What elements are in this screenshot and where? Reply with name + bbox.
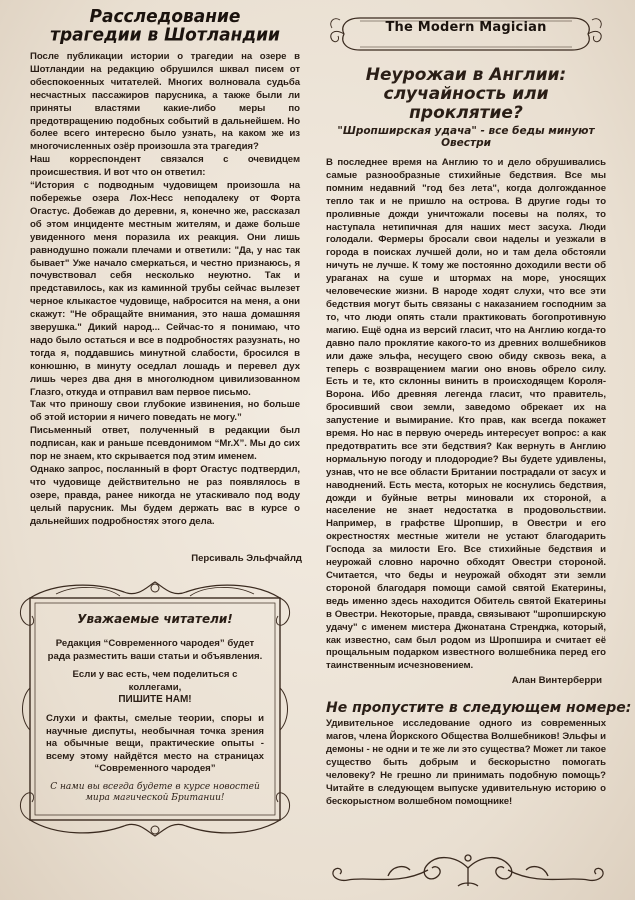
headline-line1: Неурожаи в Англии: bbox=[365, 65, 567, 85]
left-paragraph: Так что приношу свои глубокие извинения, но больше об этой истории я ничего поведать не могу.” bbox=[30, 399, 300, 424]
readers-notice-box bbox=[16, 578, 294, 840]
right-article-subhead: "Шропширская удача" - все беды минуют Овестри bbox=[337, 125, 595, 149]
left-paragraph: “История с подводным чудовищем произошла на побережье озера Лох-Несс неподалеку от Форта Огастус. Добежав до деревни, я, конечно же, рассказал об этом инциденте местным жителям, и даже больше увиденного меня поразила их реакция. Они лишь равнодушно пожали плечами и ответили: "Да, у нас так бывает" Уже начало смеркаться, и честно признаюсь, я почувствовал себя несколько неуютно. Так и представилось, как из каминной трубы сейчас вылезет черное клыкастое чудовище, набросится на меня, а они скажут: "Не обращайте внимания, это наша домашняя зверушка." Дикий народ... Сейчас-то я понимаю, что надо было остаться и все в подробностях разузнать, но тогда я, поддавшись минутной слабости, бросился в конюшню, в минуту оседлал лошадь и перевел дух лишь через два дня в многолюдном цивилизованном Глазго, откуда и отправил вам первое письмо. bbox=[30, 180, 300, 398]
right-article-body bbox=[326, 157, 606, 673]
right-article-author: Алан Винтерберри bbox=[511, 675, 602, 687]
right-article-headline bbox=[326, 66, 606, 123]
next-issue-text: Удивительное исследование одного из современных магов, члена Йоркского Общества Волшебников! Эльфы и демоны - не одни и те же ли это существа? Может ли такое существо быть добрым и бескорыстно помогать человеку? Не грешно ли принимать подобную помощь? Читайте в следующем выпуске удивительную историю о бескорыстном волшебном помощнике! bbox=[326, 718, 606, 807]
masthead bbox=[326, 8, 606, 60]
left-paragraph: После публикации истории о трагедии на озере в Шотландии на редакцию обрушился шквал писем от обеспокоенных читателей. Многих волновала судьба несчастных пассажиров парусника, а также были ли приняты властями какие-либо меры по предотвращению подобных событий в дальнейшем. Но более всего интересно было узнать, на каком же из многочисленных озёр произошла эта трагедия? bbox=[30, 51, 300, 153]
left-article-body bbox=[30, 51, 300, 529]
left-paragraph: Однако запрос, посланный в форт Огастус подтвердил, что чудовище действительно не раз появлялось в озере, правда, ранее никогда не утаскивало под воду целый парусник. Мы будем держать вас в курсе о дальнейших подробностях этого дела. bbox=[30, 464, 300, 527]
readers-para-1: Редакция “Современного чародея” будет рада разместить ваши статьи и объявления. bbox=[47, 638, 263, 662]
decorative-flourish bbox=[318, 846, 618, 896]
left-article-title bbox=[30, 7, 300, 45]
left-title-line2: трагедии в Шотландии bbox=[50, 24, 280, 46]
left-paragraph: Наш корреспондент связался с очевидцем происшествия. И вот что он ответил: bbox=[30, 154, 300, 179]
readers-footer: С нами вы всегда будете в курсе новостей мира магической Британии! bbox=[50, 781, 260, 803]
next-issue-title: Не пропустите в следующем номере: bbox=[326, 700, 632, 717]
readers-para-2: Если у вас есть, чем поделиться с коллегами, bbox=[72, 669, 238, 693]
right-article-paragraph: В последнее время на Англию то и дело обрушивались самые разнообразные стихийные бедствия. Все мы помним недавний "год без лета", когда долгожданное тепло так и не пришло на острова. В другие годы то проливные дожди уничтожали посевы на полях, то наступала нетипичная для наших мест засуха. Люди голодали. Фермеры бросали свои наделы и уезжали в города в поисках лучшей доли, но и там дела обстояли ничуть не лучше. К тому же постоянно доходили вести об ураганах на суше и штормах на море, уносящих человеческие жизни. В народе ходят слухи, что все эти бедствия могут быть связаны с наказанием господним за то, что люди опять стали практиковать богопротивную магию. Ещё одна из версий гласит, что на Англию когда-то давно пало проклятие какого-то из древних волшебников или даже эльфа, несущего свою обиду сквозь века, а теперь с возвращением магии оно вновь обрело силу. Есть и те, кто склонны винить в происходящем Короля-Ворона. Ибо древняя легенда гласит, что правитель, бросивший свои земли, заведомо обрекает их на запустение и вымирание. Кто прав, как всегда покажет время. Но нас в первую очередь интересует вопрос: а как предотвратить все эти бедствия? Как вернуть в Англию нормальную погоду и плодородие? Вы будете удивлены, узнав, что не все области Британии пострадали от засух и наводнений. Есть места, которых не коснулись бедствия, дожди и буйные ветры миновали их стороной, а население не знает недостатка в продовольствии. Например, в графстве Шропшир, в Овестри и его окрестностях местные жители не устают благодарить Господа за милости Его. Все стихийные бедствия и неурожай словно нарочно обходят Овестри стороной. Считается, что беды и неурожай обходят эти земли стороной благодаря помощи самой святой Екатерины, ведь именно здесь находится Обитель святой Екатерины в Овестри. Некоторые, правда, связывают "шропширскую удачу" с именем мистера Джонатана Стренджа, который, как известно, сам был родом из Шропшира и считает её прощальным подарком известного волшебника перед его таинственным исчезновением. bbox=[326, 157, 606, 672]
newspaper-title: The Modern Magician bbox=[385, 20, 547, 35]
left-paragraph: Письменный ответ, полученный в редакции был подписан, как и раньше псевдонимом “Mr.X”. Мы до сих пор не знаем, кто скрывается под этим именем. bbox=[30, 425, 300, 463]
left-article-author: Персиваль Эльфчайлд bbox=[191, 552, 302, 564]
right-column bbox=[326, 8, 632, 809]
readers-box-title: Уважаемые читатели! bbox=[77, 612, 233, 626]
readers-para-3: Слухи и факты, смелые теории, споры и научные диспуты, необычная точка зрения на обычные вещи, практические опыты - всему этому найдётся место на страницах “Современного чародея” bbox=[46, 712, 264, 775]
left-article bbox=[30, 8, 300, 564]
left-title-line1: Расследование bbox=[89, 6, 241, 28]
write-to-us-callout: ПИШИТЕ НАМ! bbox=[118, 694, 192, 706]
headline-line2: случайность или проклятие? bbox=[383, 84, 549, 123]
readers-box-content bbox=[46, 638, 264, 810]
next-issue-body bbox=[326, 718, 606, 808]
